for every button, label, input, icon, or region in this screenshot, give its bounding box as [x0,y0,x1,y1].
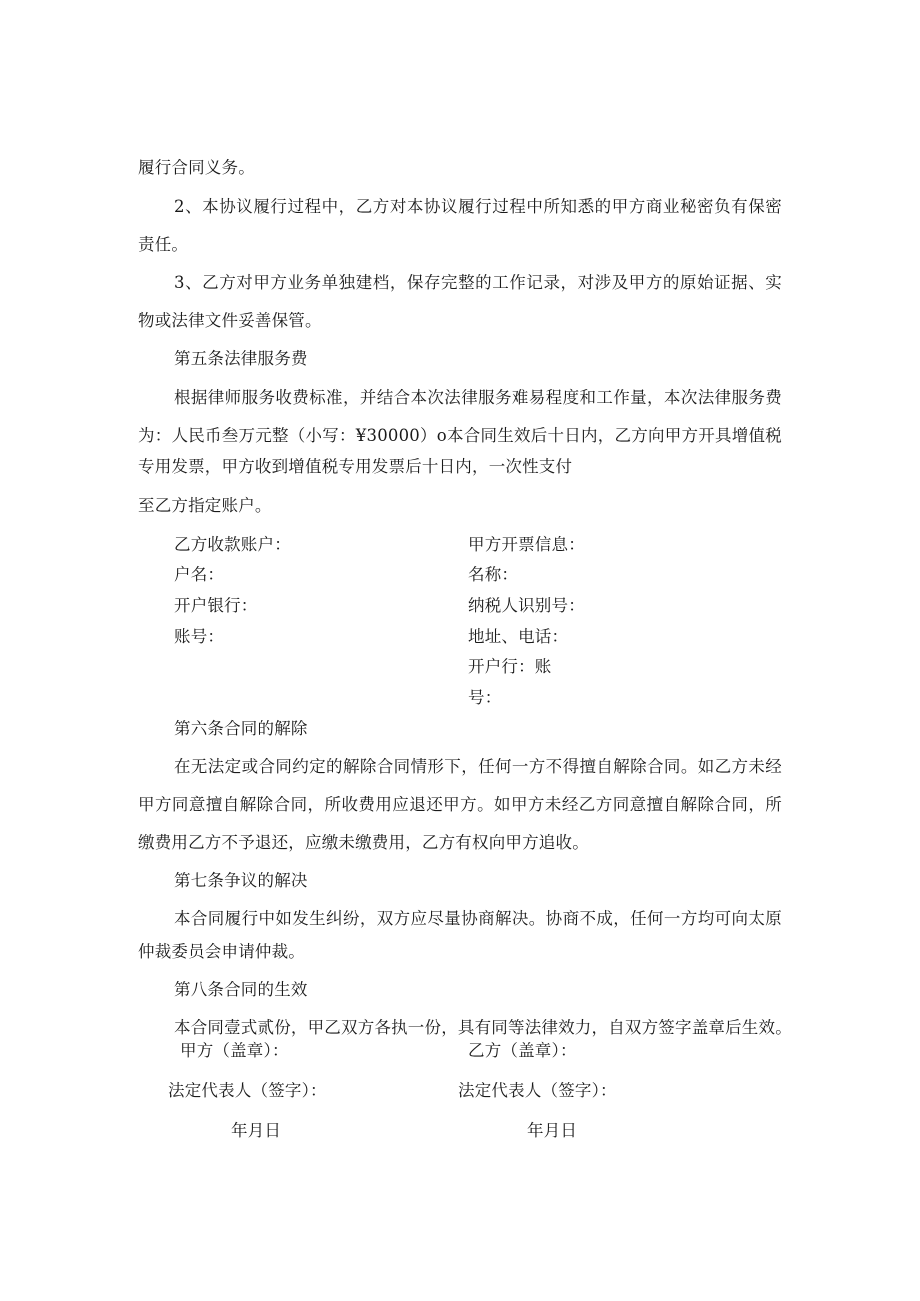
clause6-line1: 在无法定或合同约定的解除合同情形下，任何一方不得擅自解除合同。如乙方未经 [174,757,782,776]
party-b-account-title: 乙方收款账户： [174,535,291,554]
party-a-invoice-bank-line1: 开户行：账 [468,657,552,676]
clause4-line-end: 履行合同义务。 [138,158,255,177]
party-a-seal: 甲方（盖章）： [180,1041,289,1060]
clause6-line2: 甲方同意擅自解除合同，所收费用应退还甲方。如甲方未经乙方同意擅自解除合同，所 [138,795,782,814]
clause5-line4: 至乙方指定账户。 [138,496,272,515]
clause8-line1: 本合同壹式贰份，甲乙双方各执一份，具有同等法律效力，自双方签字盖章后生效。 [174,1018,792,1037]
clause5-line3: 专用发票，甲方收到增值税专用发票后十日内，一次性支付 [138,457,573,476]
party-a-invoice-address: 地址、电话： [468,627,569,646]
party-b-account-bank: 开户银行： [174,596,258,615]
clause4-item3-line1: 3、乙方对甲方业务单独建档，保存完整的工作记录，对涉及甲方的原始证据、实 [174,273,782,292]
party-b-account-name: 户名： [174,565,225,584]
clause4-item2-line2: 责任。 [138,235,189,254]
party-b-representative: 法定代表人（签字）： [458,1081,617,1100]
clause5-heading: 第五条法律服务费 [174,349,308,368]
party-a-representative: 法定代表人（签字）： [168,1081,327,1100]
clause8-heading: 第八条合同的生效 [174,980,308,999]
clause7-heading: 第七条争议的解决 [174,871,308,890]
clause7-line2: 仲裁委员会申请仲裁。 [138,942,305,961]
clause6-heading: 第六条合同的解除 [174,719,308,738]
clause5-line1: 根据律师服务收费标准，并结合本次法律服务难易程度和工作量，本次法律服务费 [174,388,782,407]
party-a-invoice-taxid: 纳税人识别号： [468,596,585,615]
party-a-invoice-bank-line2: 号： [468,688,502,707]
party-b-seal: 乙方（盖章）： [468,1041,577,1060]
party-a-date: 年月日 [231,1121,282,1140]
party-a-invoice-title: 甲方开票信息： [468,535,585,554]
clause4-item3-line2: 物或法律文件妥善保管。 [138,311,322,330]
clause6-line3: 缴费用乙方不予退还，应缴未缴费用，乙方有权向甲方追收。 [138,833,589,852]
clause4-item2-line1: 2、本协议履行过程中，乙方对本协议履行过程中所知悉的甲方商业秘密负有保密 [174,197,782,216]
party-b-account-number: 账号： [174,627,225,646]
party-b-date: 年月日 [527,1121,578,1140]
clause5-line2: 为：人民币叁万元整（小写：¥30000）o本合同生效后十日内，乙方向甲方开具增值税 [138,426,782,445]
clause7-line1: 本合同履行中如发生纠纷，双方应尽量协商解决。协商不成，任何一方均可向太原 [174,909,782,928]
party-a-invoice-name: 名称： [468,565,519,584]
